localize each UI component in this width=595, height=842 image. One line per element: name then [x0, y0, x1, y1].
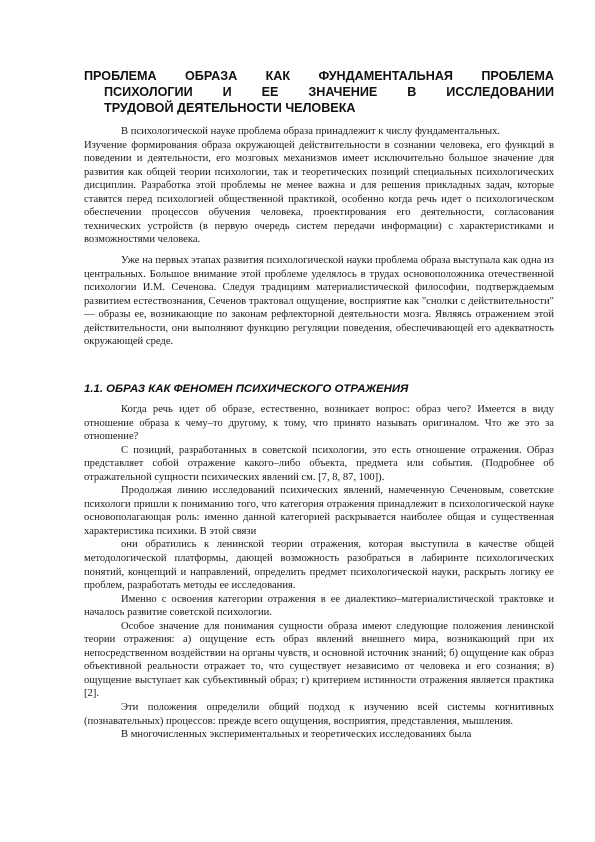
paragraph-block-2 [84, 254, 554, 349]
section-paragraph-4: они обратились к ленинской теории отражения, которая выступила в качестве общей методологической платформы, дающей возможность разобраться в лабиринте психологических понятий, концепций и направлений, определить предмет психологической науки, раскрыть логику ее проблем, разработать методы ее исследования. [84, 539, 554, 592]
section-paragraph-6: Особое значение для понимания сущности образа имеют следующие положения ленинской теории отражения: а) ощущение есть образ явлений внешнего мира, возникающий при их непосредственном воздействии на органы чувств, и основной источник знаний; б) ощущение как образ объективной реальности отражает то, что существует независимо от человека и его сознания; в) ощущение выступает как субъективный образ; г) критерием истинности отражения является практика [2]. [84, 620, 554, 700]
title-line-3: ТРУДОВОЙ ДЕЯТЕЛЬНОСТИ ЧЕЛОВЕКА [104, 101, 356, 115]
intro-paragraph-2: Изучение формирования образа окружающей действительности в сознании человека, его функций в поведении и деятельности, его мозговых механизмов имеет исключительно большое значение для развития как общей теории психологии, так и теоретических позиций специальных психологических дисциплин. Разработка этой проблемы не менее важна и для решения прикладных задач, которые ставятся перед психологией общественной практикой, особенно когда речь идет о психологическом обеспечении процессов обучения человека, проектирования его деятельности, согласования технических устройств (в первую очередь систем передачи информации) с характеристиками и возможностями человека. [84, 139, 554, 246]
paragraph-2: Уже на первых этапах развития психологической науки проблема образа выступала как одна из центральных. Большое внимание этой проблеме уделялось в трудах основоположника отечественной психологии И.М. Сеченова. Следуя традициям материалистической философии, подтверждаемым развитием естествознания, Сеченов трактовал ощущение, восприятие как "снолки с действительности" — образы ее, возникающие по законам рефлекторной деятельности мозга. Являясь отражением этой действительности, они выполняют функцию регуляции поведения, обеспечивающей его адекватность окружающей среде. [84, 255, 554, 348]
section-paragraph-2: С позиций, разработанных в советской психологии, это есть отношение отражения. Образ представляет собой отражение какого–либо объекта, предмета или события. (Подробнее об отражательной сущности психических явлений см. [7, 8, 87, 100]). [84, 444, 554, 483]
intro-block [84, 125, 554, 247]
section-heading: 1.1. ОБРАЗ КАК ФЕНОМЕН ПСИХИЧЕСКОГО ОТРАЖЕНИЯ [84, 383, 409, 395]
section-body [84, 403, 554, 742]
intro-paragraph-1: В психологической науке проблема образа принадлежит к числу фундаментальных. [121, 126, 501, 137]
section-paragraph-7: Эти положения определили общий подход к изучению всей системы когнитивных (познавательных) процессов: прежде всего ощущения, восприятия, представления, мышления. [84, 702, 554, 727]
section-paragraph-8: В многочисленных экспериментальных и теоретических исследованиях была [121, 729, 472, 741]
title-line-1: ПРОБЛЕМА ОБРАЗА КАК ФУНДАМЕНТАЛЬНАЯ ПРОБЛЕМА [84, 69, 554, 83]
section-paragraph-3: Продолжая линию исследований психических явлений, намеченную Сеченовым, советские психологи пришли к пониманию того, что категория отражения принадлежит в психологической науке основополагающая роль: именно данной категорией раскрывается наиболее общая и существенная характеристика психики. В этой связи [84, 485, 554, 537]
document-title [84, 68, 554, 116]
section-paragraph-5: Именно с освоения категории отражения в ее диалектико–материалистической трактовке и началось развитие советской психологии. [84, 593, 554, 619]
section-paragraph-1: Когда речь идет об образе, естественно, возникает вопрос: образ чего? Имеется в виду отношение образа к чему–то другому, к тому, что принято называть оригиналом. Что же это за отношение? [84, 404, 554, 443]
title-line-2: ПСИХОЛОГИИ И ЕЕ ЗНАЧЕНИЕ В ИССЛЕДОВАНИИ [104, 85, 554, 99]
